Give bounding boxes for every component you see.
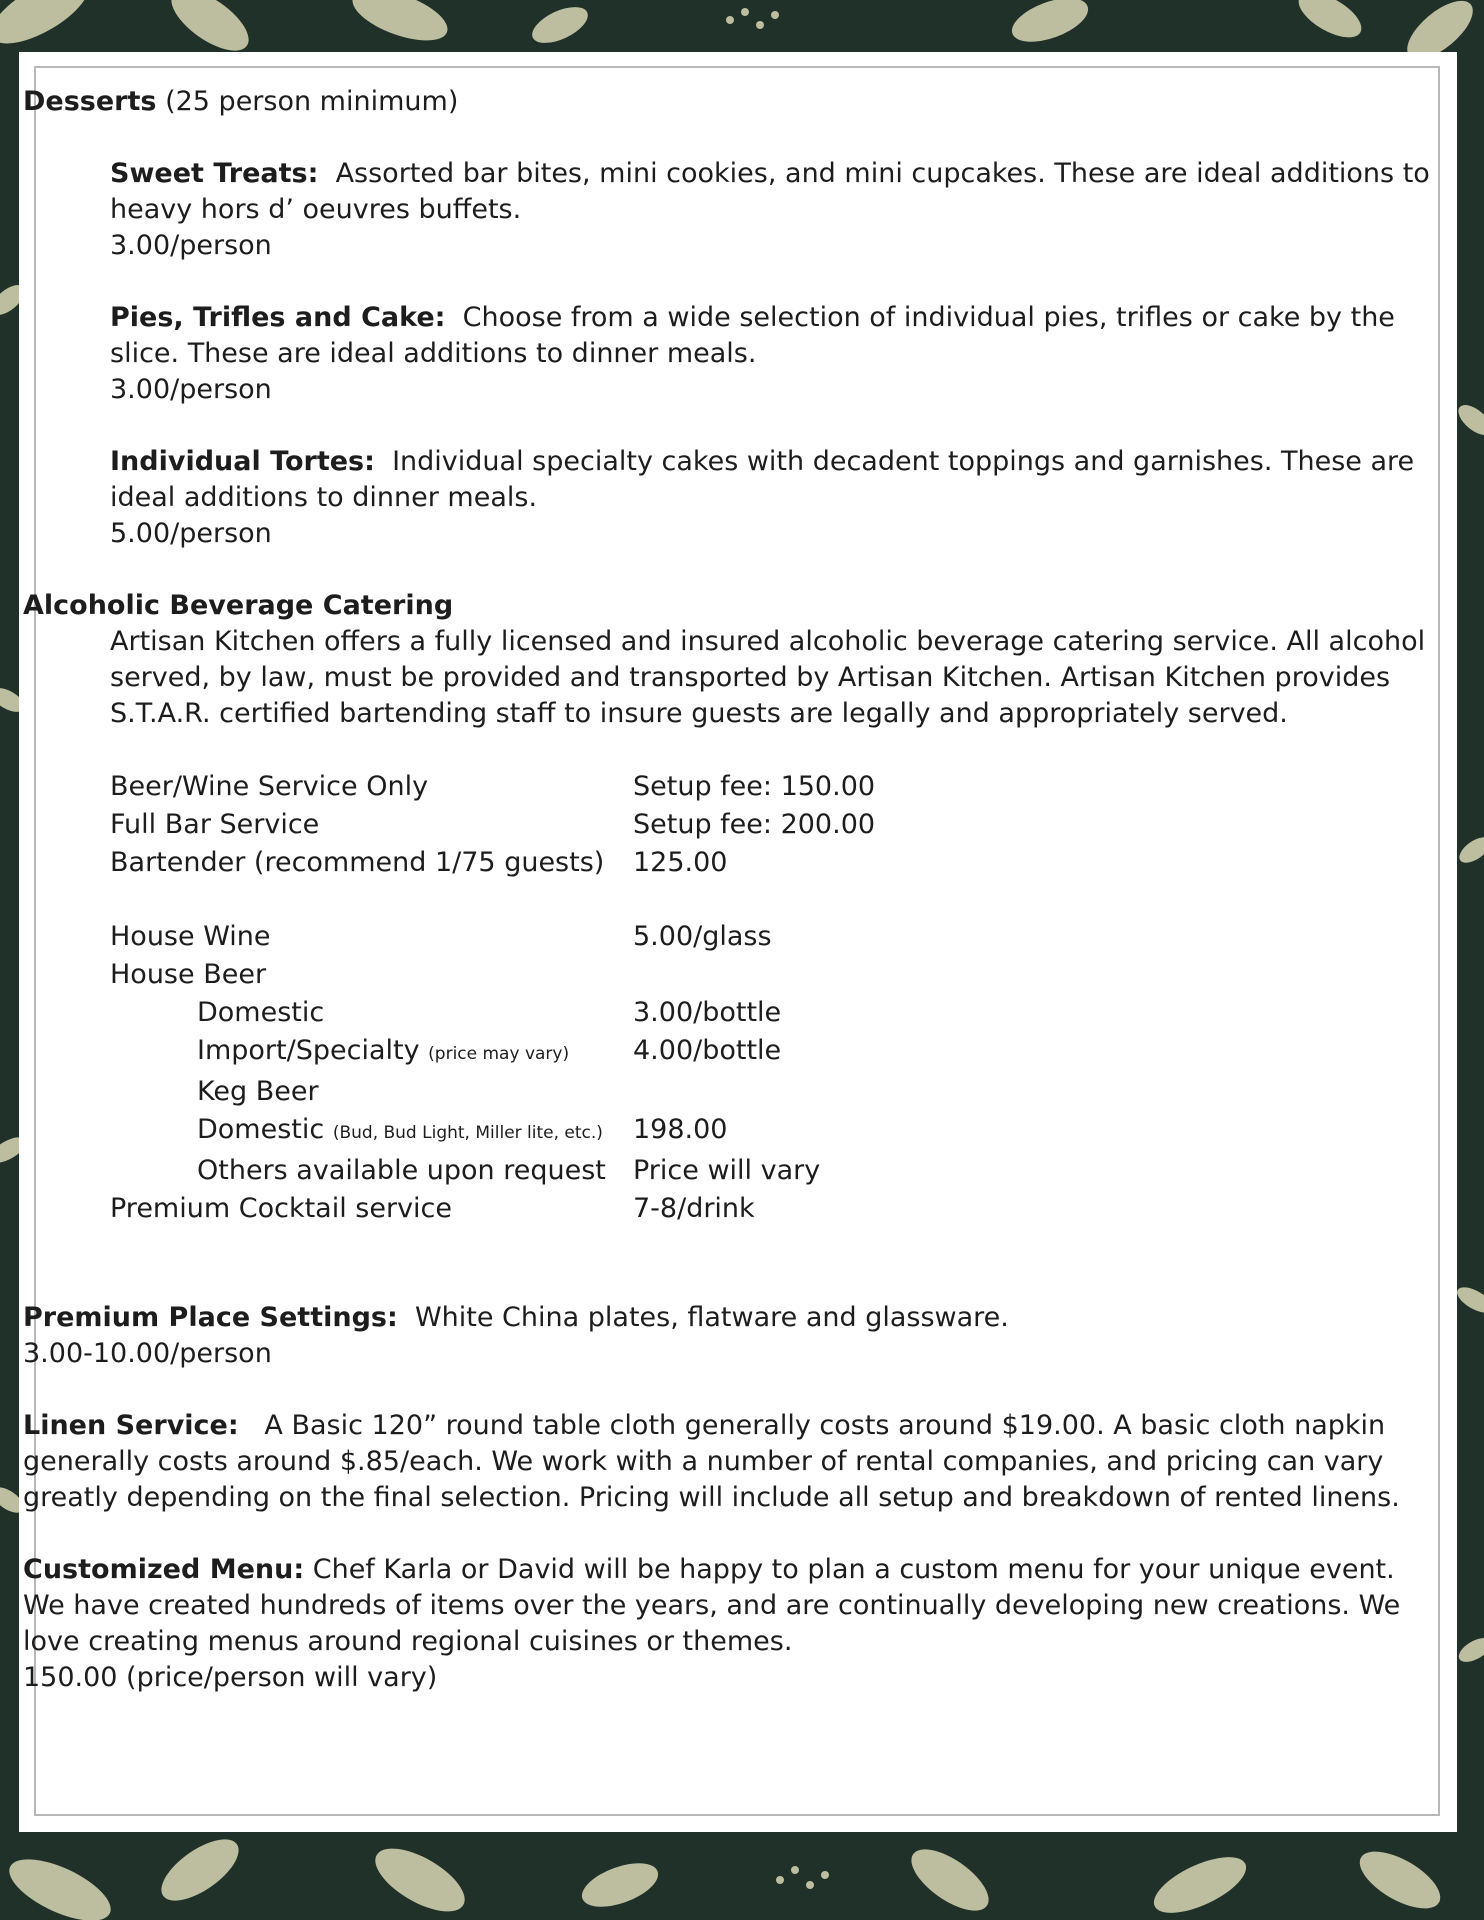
drink-label: Others available upon request — [197, 1155, 606, 1186]
drink-label: House Wine — [110, 921, 271, 952]
custom-menu-title: Customized Menu: — [23, 1554, 305, 1585]
drink-note: (Bud, Bud Light, Miller lite, etc.) — [332, 1123, 603, 1143]
drink-row — [23, 1073, 1443, 1111]
desserts-heading: Desserts — [23, 86, 157, 117]
dessert-item-title: Individual Tortes: — [110, 446, 375, 477]
dessert-item-price: 3.00/person — [110, 230, 272, 261]
beverage-heading-line — [23, 588, 1443, 624]
service-value: 125.00 — [633, 847, 728, 878]
drink-row — [23, 956, 1443, 994]
drink-label-wrap — [23, 1111, 633, 1152]
desserts-heading-line — [23, 84, 1443, 120]
drink-label-wrap — [23, 1032, 633, 1073]
drink-label: Premium Cocktail service — [110, 1193, 453, 1224]
beverage-heading: Alcoholic Beverage Catering — [23, 590, 454, 621]
dessert-item — [23, 156, 1443, 228]
dessert-item-title: Sweet Treats: — [110, 158, 319, 189]
service-label: Full Bar Service — [110, 809, 320, 840]
service-row — [23, 806, 1443, 844]
place-settings-title: Premium Place Settings: — [23, 1302, 398, 1333]
service-row — [23, 844, 1443, 882]
dessert-item-desc: Choose from a wide selection of individual pies, trifles or cake by the slice. These are ideal additions to dinner meals. — [110, 302, 1395, 369]
place-settings-desc: White China plates, flatware and glassware. — [414, 1302, 1009, 1333]
drink-row — [23, 994, 1443, 1032]
drink-value: 198.00 — [633, 1114, 728, 1145]
dessert-item — [23, 300, 1443, 372]
dessert-item-title: Pies, Trifles and Cake: — [110, 302, 446, 333]
place-settings-price: 3.00-10.00/person — [23, 1338, 272, 1369]
drink-value: 7-8/drink — [633, 1193, 755, 1224]
service-row — [23, 768, 1443, 806]
linen-title: Linen Service: — [23, 1410, 239, 1441]
drink-label: House Beer — [110, 959, 267, 990]
custom-menu — [23, 1552, 1443, 1660]
drink-label: Domestic — [197, 997, 325, 1028]
dessert-item-desc: Individual specialty cakes with decadent toppings and garnishes. These are ideal additions to dinner meals. — [110, 446, 1415, 513]
menu-content — [23, 84, 1443, 1696]
drink-label: Domestic — [197, 1114, 325, 1145]
drink-value: Price will vary — [633, 1155, 821, 1186]
drink-row — [23, 1111, 1443, 1152]
custom-menu-desc: Chef Karla or David will be happy to plan a custom menu for your unique event. We have created hundreds of items over the years, and are continually developing new creations. We love creating menus around regional cuisines or themes. — [23, 1554, 1401, 1657]
drink-label: Keg Beer — [197, 1076, 319, 1107]
drink-row — [23, 1190, 1443, 1228]
drink-row — [23, 918, 1443, 956]
linen-service — [23, 1408, 1443, 1516]
desserts-note: (25 person minimum) — [165, 86, 459, 117]
drink-value: 5.00/glass — [633, 921, 772, 952]
drink-value: 4.00/bottle — [633, 1035, 782, 1066]
drink-value: 3.00/bottle — [633, 997, 782, 1028]
drink-note: (price may vary) — [428, 1044, 570, 1064]
linen-desc: A Basic 120” round table cloth generally costs around $19.00. A basic cloth napkin generally costs around $.85/each. We work with a number of rental companies, and pricing can vary greatly depending on the final selection. Pricing will include all setup and breakdown of rented linens. — [23, 1410, 1400, 1513]
dessert-item — [23, 444, 1443, 516]
drink-row — [23, 1032, 1443, 1073]
custom-menu-price: 150.00 (price/person will vary) — [23, 1662, 438, 1693]
service-value: Setup fee: 150.00 — [633, 771, 876, 802]
dessert-item-price: 5.00/person — [110, 518, 272, 549]
place-settings — [23, 1300, 1443, 1336]
dessert-item-price: 3.00/person — [110, 374, 272, 405]
service-label: Beer/Wine Service Only — [110, 771, 429, 802]
drink-row — [23, 1152, 1443, 1190]
dessert-item-desc: Assorted bar bites, mini cookies, and mini cupcakes. These are ideal additions to heavy hors d’ oeuvres buffets. — [110, 158, 1430, 225]
service-label: Bartender (recommend 1/75 guests) — [110, 847, 605, 878]
drink-label: Import/Specialty — [197, 1035, 420, 1066]
beverage-desc: Artisan Kitchen offers a fully licensed and insured alcoholic beverage catering service. All alcohol served, by law, must be provided and transported by Artisan Kitchen. Artisan Kitchen provides S.T.A.R. certified bartending staff to insure guests are legally and appropriately served. — [110, 626, 1426, 729]
service-value: Setup fee: 200.00 — [633, 809, 876, 840]
